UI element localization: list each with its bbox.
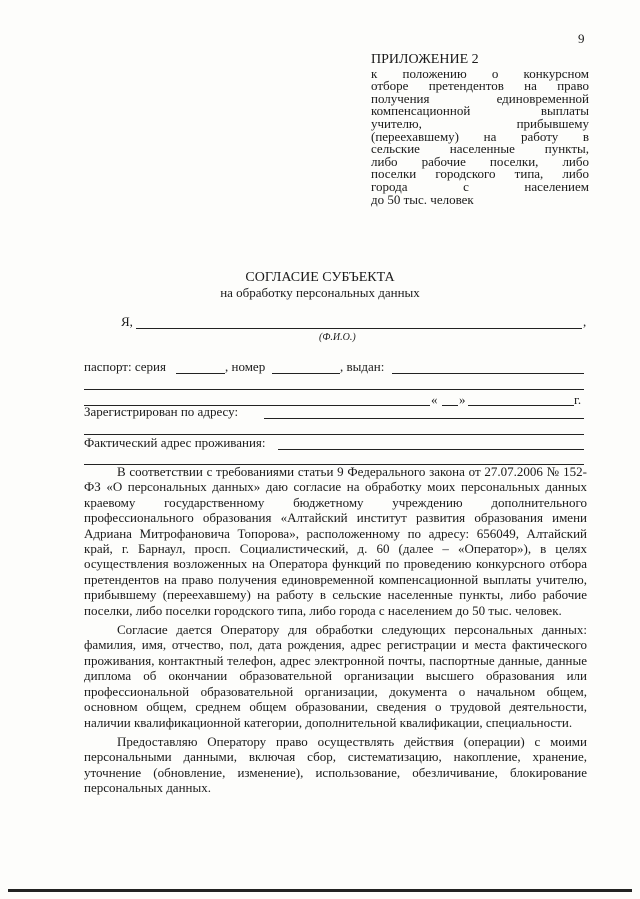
appendix-line: (переехавшему) на работу в [371,128,589,144]
passport-number-label: , номер [225,359,266,374]
passport-series-label: паспорт: серия [84,359,166,374]
date-close-quote: » [459,392,466,407]
registered-address-field[interactable] [264,418,584,419]
ya-label: Я, [121,314,133,329]
appendix-line: города с населением [371,178,589,194]
registered-address-label: Зарегистрирован по адресу: [84,404,239,419]
appendix-line: компенсационной выплаты [371,103,589,119]
document-subtitle: на обработку персональных данных [220,285,420,300]
appendix-line: получения единовременной [371,90,589,106]
page-number: 9 [578,31,585,46]
document-title: СОГЛАСИЕ СУБЪЕКТА [245,270,395,285]
date-open-quote: « [431,392,438,407]
appendix-line: сельские населенные пункты, [371,141,589,157]
paragraph-operations: Предоставляю Оператору право осуществлять действия (операции) с моими персональными данными, включая сбор, систематизацию, накопление, хранение, уточнение (обновление, изменение), использование, обезличивание, блокирование персональных данных. [84,733,587,796]
appendix-line: к положению о конкурсном [371,65,589,81]
issued-by-field-line2[interactable] [84,389,584,390]
paragraph-legal-basis: В соответствии с требованиями статьи 9 Федерального закона от 27.07.2006 № 152-ФЗ «О персональных данных» даю согласие на обработку моих персональных данных краевому государственному бюджетному учреждению дополнительного профессионального образования «Алтайский институт развития образования имени Адриана Митрофановича Топорова», расположенному по адресу: 656049, Алтайский край, г. Барнаул, просп. Социалистический, д. 60 (далее – «Оператор»), в целях осуществления возложенных на Оператора функций по проведению конкурсного отбора претендентов на право получения единовременной компенсационной выплаты учителю, прибывшему (переехавшему) на работу в сельские населенные пункты, либо рабочие поселки, либо поселки городского типа, либо города с населением до 50 тыс. человек. [84,464,587,618]
scan-edge-line [8,889,632,892]
appendix-block [371,54,589,206]
issued-by-field[interactable] [392,373,584,374]
fio-hint: (Ф.И.О.) [319,332,356,343]
paragraph-data-list: Согласие дается Оператору для обработки следующих персональных данных: фамилия, имя, отчество, пол, дата рождения, адрес регистрации и места фактического проживания, контактный телефон, адрес электронной почты, паспортные данные, данные диплома об окончании образовательной организации высшего образования или профессиональной образовательной организации, документа о начальном общем, основном общем, среднем общем образовании, сведения о трудовой деятельности, наличии квалификационной категории, дополнительной квалификации, специальности. [84,622,587,730]
appendix-title: ПРИЛОЖЕНИЕ 2 [371,52,479,67]
passport-series-field[interactable] [176,373,225,374]
issued-label: , выдан: [340,359,385,374]
consent-body [84,464,587,800]
appendix-line: поселки городского типа, либо [371,166,589,182]
fio-comma: , [583,314,587,329]
appendix-line: отборе претендентов на право [371,78,589,94]
fio-field[interactable] [136,328,582,329]
actual-address-field[interactable] [278,449,584,450]
year-suffix: г. [574,392,582,407]
actual-address-label: Фактический адрес проживания: [84,435,266,450]
issue-month-year-field[interactable] [468,405,574,406]
issue-day-field[interactable] [442,405,458,406]
appendix-line: учителю, прибывшему [371,115,589,131]
passport-number-field[interactable] [272,373,340,374]
appendix-line: либо рабочие поселки, либо [371,153,589,169]
appendix-line: до 50 тыс. человек [371,191,474,207]
